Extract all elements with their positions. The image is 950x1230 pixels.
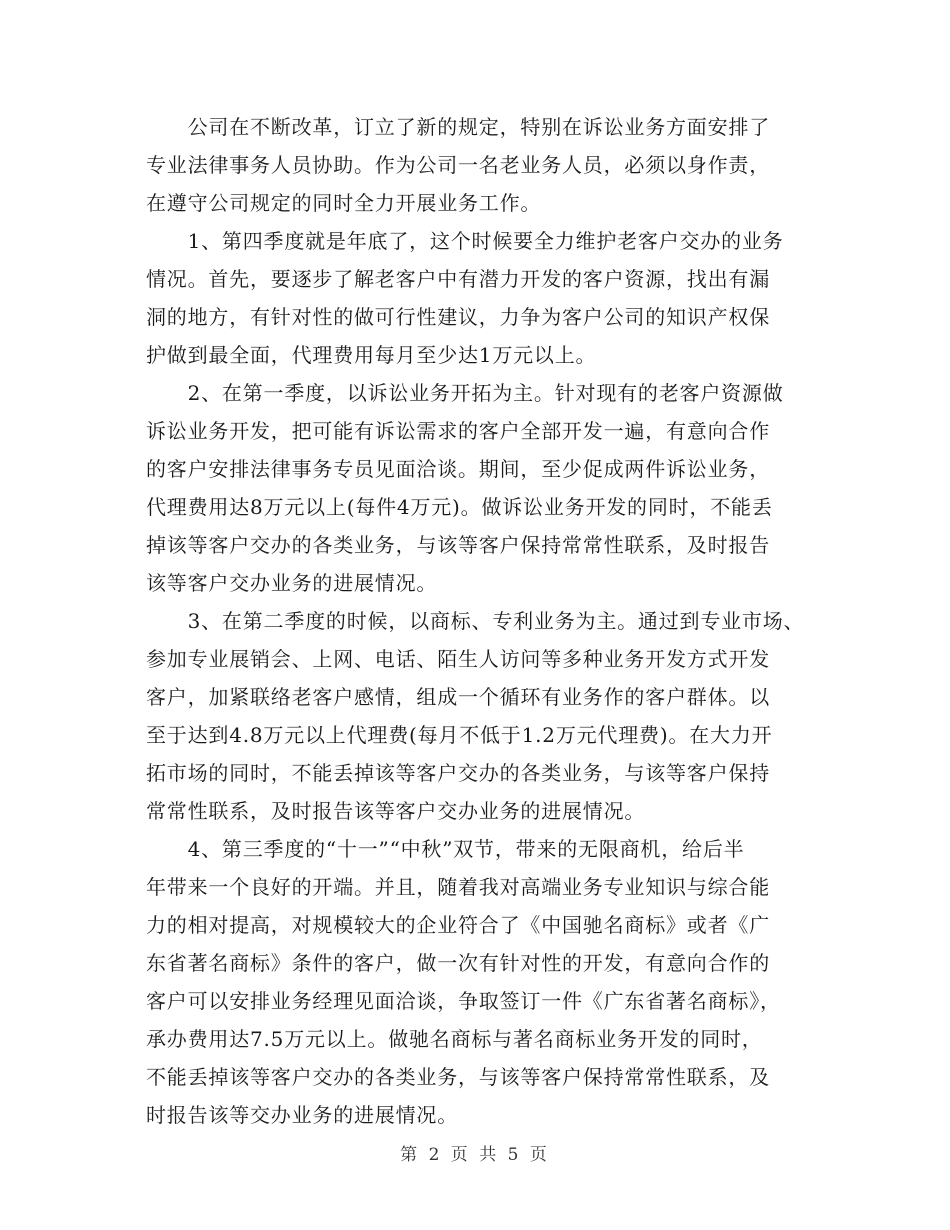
text-line: 公司在不断改革，订立了新的规定，特别在诉讼业务方面安排了 [146,115,770,139]
text-line: 2、在第一季度，以诉讼业务开拓为主。针对现有的老客户资源做 [146,381,784,405]
text-line: 掉该等客户交办的各类业务，与该等客户保持常常性联系，及时报告 [146,533,770,557]
text-line: 客户，加紧联络老客户感情，组成一个循环有业务作的客户群体。以 [146,685,770,709]
text-line: 力的相对提高，对规模较大的企业符合了《中国驰名商标》或者《广 [146,913,770,937]
text-line: 至于达到4.8万元以上代理费(每月不低于1.2万元代理费)。在大力开 [146,723,773,747]
page-number-footer: 第 2 页 共 5 页 [400,1145,550,1165]
text-line: 时报告该等交办业务的进展情况。 [146,1103,458,1127]
text-line: 客户可以安排业务经理见面洽谈，争取签订一件《广东省著名商标》， [146,989,781,1013]
text-line: 3、在第二季度的时候，以商标、专利业务为主。通过到专业市场、 [146,609,805,633]
text-line: 东省著名商标》条件的客户，做一次有针对性的开发，有意向合作的 [146,951,770,975]
text-line: 诉讼业务开发，把可能有诉讼需求的客户全部开发一遍，有意向合作 [146,419,770,443]
text-line: 1、第四季度就是年底了，这个时候要全力维护老客户交办的业务 [146,229,784,253]
text-line: 拓市场的同时，不能丢掉该等客户交办的各类业务，与该等客户保持 [146,761,770,785]
text-line: 情况。首先，要逐步了解老客户中有潜力开发的客户资源，找出有漏 [146,267,770,291]
text-line: 承办费用达7.5万元以上。做驰名商标与著名商标业务开发的同时， [146,1027,763,1051]
text-line: 常常性联系，及时报告该等客户交办业务的进展情况。 [146,799,646,823]
text-line: 该等客户交办业务的进展情况。 [146,571,438,595]
text-line: 代理费用达8万元以上(每件4万元)。做诉讼业务开发的同时，不能丢 [146,495,773,519]
text-line: 不能丢掉该等客户交办的各类业务，与该等客户保持常常性联系，及 [146,1065,770,1089]
text-line: 的客户安排法律事务专员见面洽谈。期间，至少促成两件诉讼业务， [146,457,770,481]
text-line: 专业法律事务人员协助。作为公司一名老业务人员，必须以身作责， [146,153,770,177]
text-line: 洞的地方，有针对性的做可行性建议，力争为客户公司的知识产权保 [146,305,770,329]
text-line: 参加专业展销会、上网、电话、陌生人访问等多种业务开发方式开发 [146,647,770,671]
text-line: 在遵守公司规定的同时全力开展业务工作。 [146,191,542,215]
text-line: 年带来一个良好的开端。并且，随着我对高端业务专业知识与综合能 [146,875,770,899]
text-line: 护做到最全面，代理费用每月至少达1万元以上。 [146,343,597,367]
text-line: 4、第三季度的“十一”“中秋”双节，带来的无限商机，给后半 [146,837,745,861]
